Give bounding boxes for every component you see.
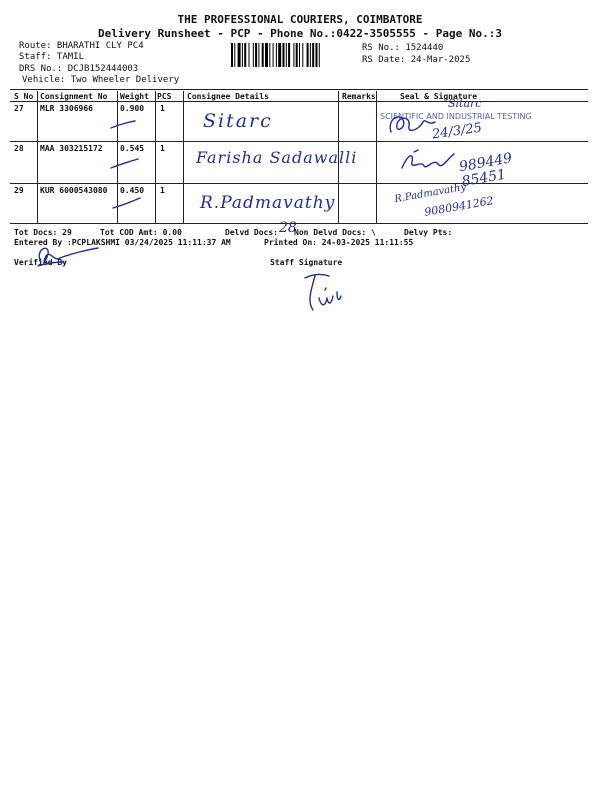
col-header-sno: S No <box>14 92 34 101</box>
weight-tick-mark <box>108 114 138 134</box>
row-divider <box>10 141 588 142</box>
route-label: Route: BHARATHI CLY PC4 <box>19 41 144 51</box>
table-header-rule <box>10 101 588 102</box>
phone-note-handwritten: 9080941262 <box>423 194 495 219</box>
row-weight: 0.900 <box>120 104 145 113</box>
seal-stamp-name: Sitarc <box>448 97 482 110</box>
row-pcs: 1 <box>160 186 165 195</box>
entered-by: Entered By :PCPLAKSHMI 03/24/2025 11:11:37 AM <box>14 238 231 247</box>
col-header-weight: Weight <box>120 92 149 101</box>
col-header-consignee: Consignee Details <box>187 92 269 101</box>
printed-on: Printed On: 24-03-2025 11:11:55 <box>264 238 414 247</box>
staff-signature-label: Staff Signature <box>270 258 343 267</box>
recipient-signature-name: R.Padmavathy <box>393 181 467 206</box>
verifier-signature <box>20 240 102 272</box>
rs-number: RS No.: 1524440 <box>362 43 444 53</box>
column-divider <box>376 91 377 223</box>
delivered-docs-label: Delvd Docs: <box>225 228 278 237</box>
total-cod-amount: Tot COD Amt: 0.00 <box>100 228 182 237</box>
col-header-remarks: Remarks <box>342 92 376 101</box>
col-header-seal-signature: Seal & Signature <box>400 92 478 101</box>
total-docs: Tot Docs: 29 <box>14 228 72 237</box>
staff-label: Staff: TAMIL <box>19 52 85 62</box>
table-bottom-rule <box>10 223 588 224</box>
barcode-image <box>231 43 356 67</box>
column-divider <box>183 91 184 223</box>
column-divider <box>155 91 156 223</box>
table-top-rule <box>10 89 588 90</box>
recipient-signature <box>398 148 460 176</box>
vehicle-label: Vehicle: Two Wheeler Delivery <box>22 75 180 85</box>
verified-by-label: Verified By <box>14 258 67 267</box>
drs-number: DRS No.: DCJB152444003 <box>19 64 139 74</box>
weight-tick-mark <box>108 153 142 173</box>
row-consignment-no: KUR 6000543080 <box>40 186 108 195</box>
col-header-pcs: PCS <box>157 92 172 101</box>
rs-date: RS Date: 24-Mar-2025 <box>362 55 471 65</box>
delivery-points-label: Delvy Pts: <box>404 228 453 237</box>
row-sno: 28 <box>14 144 24 153</box>
row-consignee-handwritten: Farisha Sadawalli <box>196 148 358 167</box>
non-delivered-docs-mark: \ <box>371 228 376 237</box>
seal-stamp-text: SCIENTIFIC AND INDUSTRIAL TESTING <box>380 112 532 121</box>
runsheet-title: Delivery Runsheet - PCP - Phone No.:0422-3505555 - Page No.:3 <box>98 27 502 40</box>
company-name: THE PROFESSIONAL COURIERS, COIMBATORE <box>177 13 423 26</box>
column-divider <box>37 91 38 223</box>
row-consignee-handwritten: Sitarc <box>203 110 273 132</box>
seal-date-note: 24/3/25 <box>431 120 483 143</box>
row-pcs: 1 <box>160 104 165 113</box>
staff-signature <box>295 268 355 318</box>
recipient-signature <box>385 110 445 140</box>
non-delivered-docs-label: Non Delvd Docs: <box>294 228 367 237</box>
row-consignment-no: MAA 303215172 <box>40 144 103 153</box>
row-consignee-handwritten: R.Padmavathy <box>200 193 336 213</box>
col-header-consignment: Consignment No <box>40 92 108 101</box>
row-sno: 27 <box>14 104 24 113</box>
row-weight: 0.545 <box>120 144 145 153</box>
row-pcs: 1 <box>160 144 165 153</box>
delivered-docs-handwritten: 28 <box>279 220 297 236</box>
row-sno: 29 <box>14 186 24 195</box>
row-consignment-no: MLR 3306966 <box>40 104 93 113</box>
weight-tick-mark <box>110 194 144 214</box>
phone-note-handwritten: 989449 85451 <box>457 150 514 191</box>
row-weight: 0.450 <box>120 186 145 195</box>
